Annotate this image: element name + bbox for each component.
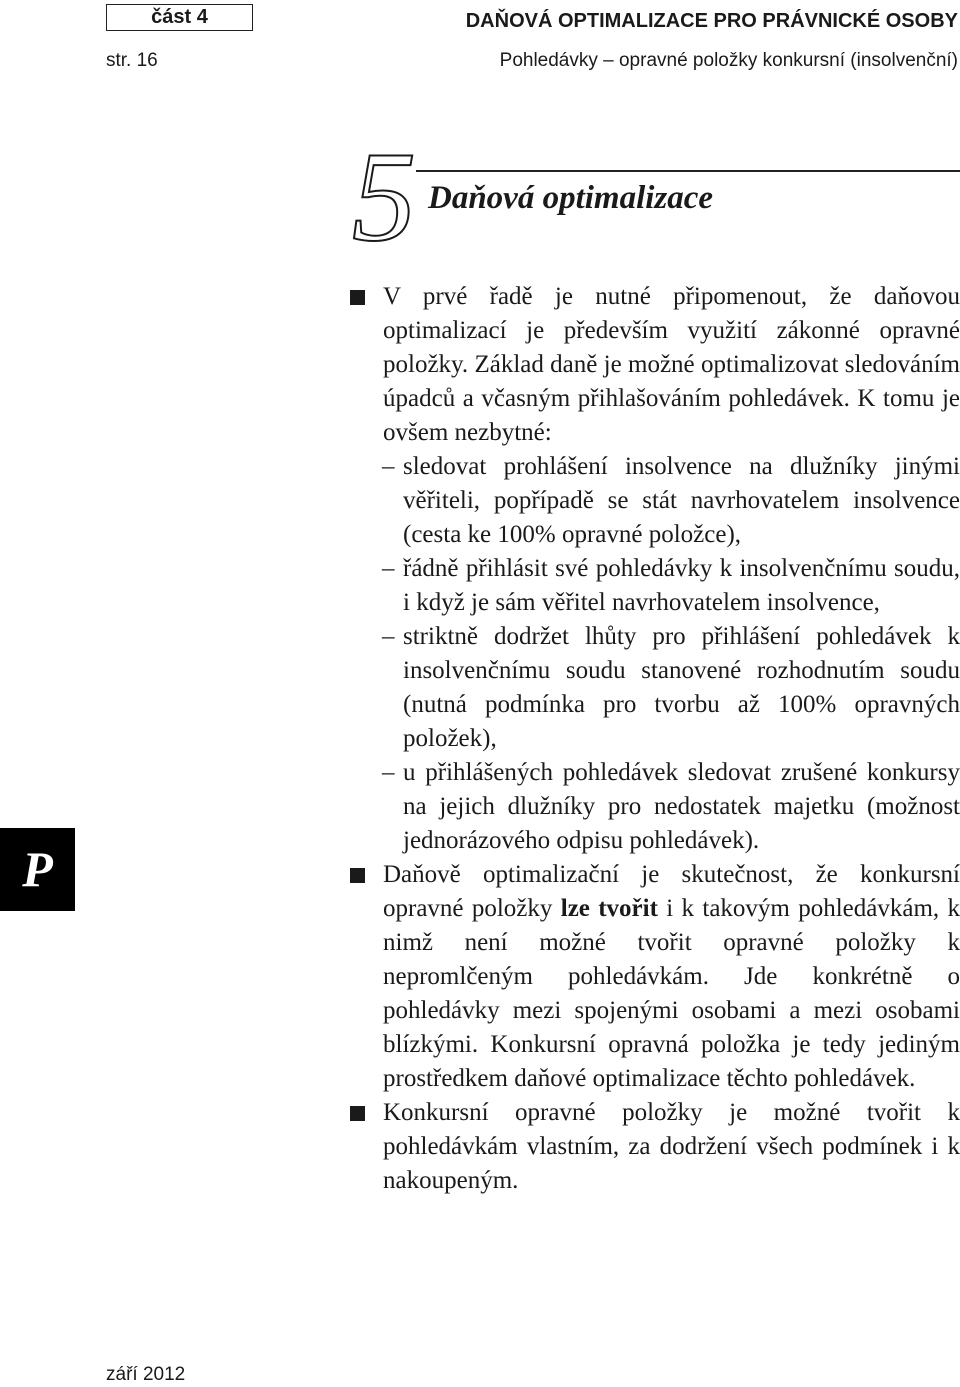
bullet-text: Konkursní opravné položky je možné tvořit k pohledávkám vlastním, za dodržení všech podmínek i k nakoupeným. <box>383 1099 960 1194</box>
dash-item-text: řádně přihlásit své pohledávky k insolvenčnímu soudu, i když je sám věřitel navrhovatelem insolvence, <box>403 555 960 616</box>
bullet-paragraph <box>346 858 960 1096</box>
chapter-tab: P <box>0 828 75 911</box>
bullet-square-icon <box>350 290 365 305</box>
dash-item <box>346 552 960 620</box>
dash-item-text: sledovat prohlášení insolvence na dlužníky jinými věřiteli, popřípadě se stát navrhovatelem insolvence (cesta ke 100% opravné položce), <box>403 453 960 548</box>
dash-mark: – <box>382 453 395 480</box>
bullet-paragraph <box>346 1096 960 1198</box>
footer-date: září 2012 <box>106 1364 186 1385</box>
bullet-paragraph <box>346 280 960 450</box>
section-number: 5 <box>352 126 416 268</box>
bullet-square-icon <box>350 868 365 883</box>
part-label: část 4 <box>106 4 253 31</box>
header-subtitle: Pohledávky – opravné položky konkursní (insolvenční) <box>499 50 958 71</box>
dash-mark: – <box>382 759 395 786</box>
section-title: Daňová optimalizace <box>428 180 714 216</box>
header-title: DAŇOVÁ OPTIMALIZACE PRO PRÁVNICKÉ OSOBY <box>465 10 958 32</box>
dash-mark: – <box>382 623 395 650</box>
main-content <box>346 280 960 1198</box>
bullet-text-end: i k takovým pohledávkám, k nimž není možné tvořit opravné položky k nepromlčeným pohledávkám. Jde konkrétně o pohledávky mezi spojenými osobami a mezi osobami blízkými. Konkursní opravná položka je tedy jediným prostředkem daňové optimalizace těchto pohledávek. <box>383 895 960 1092</box>
dash-item-text: u přihlášených pohledávek sledovat zrušené konkursy na jejich dlužníky pro nedostatek majetku (možnost jednorázového odpisu pohledávek). <box>403 759 960 854</box>
bullet-square-icon <box>350 1106 365 1121</box>
page-number: str. 16 <box>106 50 158 71</box>
bullet-text: V prvé řadě je nutné připomenout, že daňovou optimalizací je především využití zákonné opravné položky. Základ daně je možné optimalizovat sledováním úpadců a včasným přihlašováním pohledávek. K tomu je ovšem nezbytné: <box>383 283 960 446</box>
dash-item <box>346 450 960 552</box>
bullet-text-start: Daňově optimalizační je skutečnost, že konkursní opravné položky <box>383 861 960 922</box>
section-rule <box>416 170 960 172</box>
bullet-text-emphasis: lze tvořit <box>560 895 658 922</box>
dash-item <box>346 756 960 858</box>
dash-mark: – <box>382 555 395 582</box>
dash-item-text: striktně dodržet lhůty pro přihlášení pohledávek k insolvenčnímu soudu stanovené rozhodnutím soudu (nutná podmínka pro tvorbu až 100% opravných položek), <box>403 623 960 752</box>
dash-item <box>346 620 960 756</box>
